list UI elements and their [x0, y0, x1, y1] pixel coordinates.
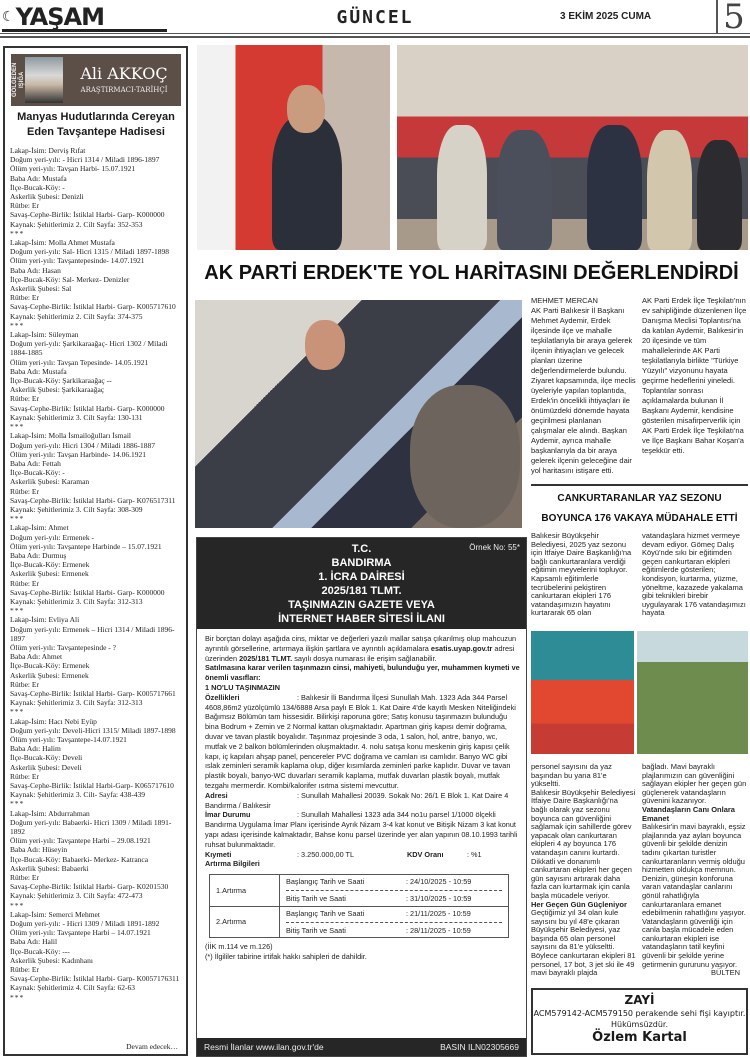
entry-line: İlçe-Bucak-Köy: Sal- Merkez- Denizler: [10, 274, 130, 284]
notice-body: ACM579142-ACM579150 perakende sehi fişi kayıptır. Hükümsüzdür.: [533, 1009, 746, 1029]
entry-line: Lakap-İsim: Süleyman: [10, 330, 79, 340]
entry-line: Baba Adı: Fettah: [10, 458, 61, 468]
entry-line: Savaş-Cephe-Birlik: İstiklal Harbi- Garp- K000000: [10, 403, 165, 413]
entry-separator: ***: [10, 799, 25, 809]
entry-line: Rütbe: Er: [10, 486, 39, 496]
entry-line: Doğum yeri-yılı: Develi-Hicri 1315/ Miladi 1897-1898: [10, 725, 176, 735]
value: : 28/11/2025 - 10:59: [406, 925, 471, 935]
entry-line: Lakap-İsim: Ahmet: [10, 523, 69, 533]
entry-line: Rütbe: Er: [10, 201, 39, 211]
auction-name: 1.Artırma: [210, 875, 280, 907]
entry-line: Doğum yeri-yılı: Şarkikaraağaç- Hicri 1302 / Miladi 1884-1885: [10, 339, 168, 358]
article-column: [642, 763, 748, 978]
value: : 24/10/2025 - 10:59: [406, 877, 472, 887]
article-body: [531, 296, 748, 476]
entry-line: Kaynak: Şehitlerimiz 3. Cilt Sayfa: 312-313: [10, 698, 143, 708]
notice-body: [205, 634, 521, 962]
entry-line: Doğum yeri-yılı: Babaerki- Hicri 1309 / Miladi 1891-1892: [10, 817, 172, 837]
entry-line: Askerlik Şubesi: Ermenek: [10, 670, 89, 680]
article-column: [531, 763, 636, 978]
entry-line: İlçe-Bucak-Köy: Develi: [10, 753, 83, 763]
entry-line: Kaynak: Şehitlerimiz 2. Cilt Sayfa: 374-375: [10, 311, 143, 321]
court-notice: [196, 537, 527, 1057]
entry-line: İlçe-Bucak-Köy: Şarkikaraağaç --: [10, 376, 112, 386]
entry-line: İlçe-Bucak-Köy: ---: [10, 946, 70, 956]
label: KDV Oranı: [407, 849, 444, 859]
entry-line: Kaynak: Şehitlerimiz 3. Cilt Sayfa: 472-473: [10, 891, 143, 901]
headline-line: BOYUNCA 176 VAKAYA MÜDAHALE ETTİ: [541, 513, 738, 524]
table-row: [210, 906, 509, 938]
entry-line: Baba Adı: Ahmet: [10, 652, 63, 662]
continued-note: Devam edecek…: [126, 1042, 178, 1051]
entry-line: Kaynak: Şehitlerimiz 4. Cilt Sayfa: 62-63: [10, 983, 135, 993]
auction-table: [209, 874, 509, 938]
paragraph: Balıkesir Büyükşehir Belediyesi İtfaiye Daire Başkanlığı'na bağlı olarak yaz sezonu boyunca can güvenliğini sağlamak için sahillerde görev yapacak olan cankurtaran ekipleri 4 ay boyunca 176 vatandaşın canını kurtardı. Dikkatli ve donanımlı cankurtaran ekipleri her geçen gün sayısını artırarak daha fazla can kurtarmak için canla başla mücadele veriyor.: [531, 787, 636, 900]
entry-line: Kaynak: Şehitlerimiz 2. Cilt Sayfa: 352-353: [10, 219, 143, 229]
entry-line: Ölüm yeri-yılı: Tavşantepe Harbi – 14.07.1921: [10, 928, 151, 938]
entry-line: Lakap-İsim: Semerci Mehmet: [10, 909, 100, 919]
entry-line: Lakap-İsim: Hacı Nebi Eyüp: [10, 716, 97, 726]
entry-separator: ***: [10, 900, 25, 910]
entry-line: Ölüm yeri-yılı: Tavşantepesinde - ?: [10, 642, 116, 652]
entry-line: İlçe-Bucak-Köy: Ermenek: [10, 661, 90, 671]
notice-title: ZAYİ: [624, 993, 655, 1007]
entry-line: Askerlik Şubesi: Babaerki: [10, 863, 89, 873]
entry-line: Savaş-Cephe-Birlik: İstiklal Harbi-Garp- K065717610: [10, 781, 174, 791]
value-row: [205, 850, 521, 860]
signature: BÜLTEN: [710, 968, 740, 978]
label: İmar Durumu: [205, 810, 251, 820]
entry-line: Savaş-Cephe-Birlik: İstiklal Harbi- Garp- K000000: [10, 210, 165, 220]
entry-line: Rütbe: Er: [10, 578, 39, 588]
issue-date: 3 EKİM 2025 CUMA: [560, 11, 652, 22]
entry-line: Askerlik Şubesi: Denizli: [10, 192, 84, 202]
article-ak-parti: [531, 296, 748, 476]
author-name: Ali AKKOÇ: [80, 64, 168, 83]
paragraph: Ziyaret kapsamında, ilçe meclis üyeleriyle yapılan toplantıda, Erdek'in öncelikli ihtiyaçları ile önümüzdeki dönemde hayata geçirilmesi planlanan çalışmalar ele alındı. Başkan Aydemir, ayrıca mahalle başkanlarıyla da bir araya gelerek ilçenin geleceğine dair yol haritasını istişare etti.: [531, 376, 636, 475]
label: Kıymeti: [205, 849, 232, 859]
divider: [531, 484, 748, 486]
entry-line: Kaynak: Şehitlerimiz 3. Cilt Sayfa: 308-309: [10, 504, 143, 514]
label: Başlangıç Tarih ve Saati: [286, 877, 365, 887]
notice-header: [197, 538, 526, 629]
lost-notice: [531, 988, 748, 1055]
photo-group: [397, 45, 748, 250]
photo-greeting: [195, 300, 522, 528]
header-line: TAŞINMAZIN GAZETE VEYA: [288, 599, 435, 611]
label: Adresi: [205, 790, 228, 800]
entry-line: Doğum yeri-yılı: Sal- Hicri 1315 / Miladi 1897-1898: [10, 247, 169, 257]
entry-line: Rütbe: Er: [10, 965, 39, 975]
file-number: 2025/181 TLMT.: [239, 653, 293, 663]
martyr-entry: [10, 523, 186, 615]
martyr-entry: [10, 910, 186, 1002]
cankurtaran-headline: [531, 489, 748, 529]
entry-line: Baba Adı: Hüseyin: [10, 845, 68, 855]
label: Başlangıç Tarih ve Saati: [286, 908, 365, 918]
value: : Sunullah Mahallesi 1323 ada 344 no1u parsel 1/1000 ölçekli Bandırma Uygulama İmar Planı içerisinde Ayrık Nizam 3-4 kat konut ve Bitişik Nizam 3 kat konut yapı adası içerisinde kalmaktadır, Bahse konu parsel üzerinde yer alan yapının 08.10.1993 tarihli ruhsat bulunmaktadır.: [205, 810, 518, 849]
label: Bitiş Tarih ve Saati: [286, 925, 346, 935]
crescent-star-icon: ☾: [2, 9, 14, 25]
author-role: ARAŞTIRMACI-TARİHÇİ: [80, 86, 168, 94]
entry-line: Ölüm yeri-yılı: Tavşan Harbinde- 14.06.1921: [10, 449, 146, 459]
entry-line: Lakap-İsim: Evliya Ali: [10, 615, 80, 625]
paragraph: [642, 822, 748, 978]
subheading: Her Geçen Gün Güçleniyor: [531, 899, 627, 909]
entry-line: Ölüm yeri-yılı: Tavşantepesinde- 14.07.1921: [10, 256, 145, 266]
entry-line: Kaynak: Şehitlerimiz 3. Cilt- Sayfa: 438-439: [10, 790, 145, 800]
entry-line: Savaş-Cephe-Birlik: İstiklal Harbi- Garp- K005717610: [10, 302, 176, 312]
text: adresi üzerinden: [205, 643, 515, 663]
header-line: T.C.: [351, 543, 372, 555]
main-headline: AK PARTİ ERDEK'TE YOL HARİTASINI DEĞERLENDİRDİ: [204, 262, 739, 284]
auction-dates: [280, 875, 509, 907]
entry-line: Doğum yeri-yılı: - Hicri 1314 / Miladi 1896-1897: [10, 155, 160, 165]
entry-line: Askerlik Şubesi: Sal: [10, 284, 72, 294]
entry-line: Savaş-Cephe-Birlik: İstiklal Harbi- Garp- K0057176311: [10, 974, 180, 984]
auction-name: 2.Artırma: [210, 906, 280, 938]
sample-number: Örnek No: 55*: [469, 543, 520, 552]
entry-line: Kaynak: Şehitlerimiz 3. Cilt Sayfa: 312-313: [10, 596, 143, 606]
entry-line: Baba Adı: Halim: [10, 744, 61, 754]
photo-speaker: [197, 45, 390, 250]
paragraph-text: Balıkesir'in mavi bayraklı, eşsiz plajlarında yaz ayları boyunca güvenli bir şekilde denizin tadını çıkartan turistler cankurtaranların vermiş olduğu hizmetten oldukça memnun. Denizin, güneşin konforuna varan vatandaşlar canlarını gönül rahatlığıyla cankurtaranlara emanet edebilmenin rahatlığını yaşıyor. Vatandaşların güvenliği için canla başla mücadele eden cankurtaran ekipleri ise vatandaşların tatil keyfini güvenli bir şekilde yerine getirmenin gururunu yaşıyor.: [642, 822, 746, 969]
entry-line: Askerlik Şubesi: Şarkikaraağaç: [10, 385, 105, 395]
value: : Balıkesir İli Bandırma İlçesi Sunullah Mah. 1323 Ada 344 Parsel 4608,86m2 yüzölçümlü 134/6888 Arsa paylı E Blok 1. Kat Daire 4'de kayıtlı Mesken Niteliğindeki Bağımsız Bölümün tam hissesidir. Bilirkişi raporuna göre; Satış konusu taşınmazın bulunduğu bina Bodrum + Zemin ve 2 Normal kattan oluşmaktadır. Apartman giriş kapısı demir doğrama, duvar ve tavan plastik boyalıdır. Taşınmaz projesinde 3 oda, 1 salon, hol, antre, banyo, wc, mutfak ve 2 balkon bölümlerinden oluşmaktadır. 4. nolu satışa konu meskenin giriş kapısı çelik kapı, iç kapıları ahşap panel, pencereler PVC doğrama ve camları ısı camlıdır. Banyo WC gibi ıslak zeminleri seramik kaplama olup, diğer kısımlarda zeminleri parke kaplıdır. Duvar ve tavan plastik boyalı, banyo-WC duvarları seramik kaplama, mutfak duvarları plastik boyalı, mutfak tezgahı mermerdir. Kombi/kalorifer ısıtma sistemi mevcuttur.: [205, 692, 516, 790]
headline-line: CANKURTARANLAR YAZ SEZONU: [557, 493, 722, 504]
paragraph: AK Parti Balıkesir İl Başkanı Mehmet Aydemir, Erdek ilçesinde ilçe ve mahalle teşkilatlarıyla bir araya gelerek ilçenin ihtiyaçları ve gelecek planları üzerine değerlendirmelerde bulundu.: [531, 306, 633, 375]
entry-line: Rütbe: Er: [10, 873, 39, 883]
entry-separator: ***: [10, 707, 25, 717]
martyr-entry: [10, 615, 186, 716]
entry-line: Lakap-İsim: Abdurrahman: [10, 808, 90, 818]
intro: [205, 634, 521, 663]
entry-separator: ***: [10, 606, 25, 616]
column-series: GÖLGEDEN IŞIĞA: [12, 62, 25, 98]
table-row: [210, 875, 509, 907]
value: : %1: [467, 849, 482, 859]
paragraph: AK Parti Erdek İlçe Teşkilatı'nın ev sahipliğinde düzenlenen İlçe Danışma Meclisi Toplantısı'na da katılan Aydemir, Balıkesir'in 20 ilçesinde ve tüm mahallelerinde AK Parti teşkilatlarıyla birlikte "Türkiye Yüzyılı" vizyonunu hayata geçirme hedeflerini yineledi.: [642, 296, 747, 385]
footnote: (*) İlgililer tabirine irtifak hakkı sahipleri de dahildir.: [205, 952, 367, 962]
label: Bitiş Tarih ve Saati: [286, 893, 346, 903]
paragraph: Toplantılar sonrası açıklamalarda bulunan İl Başkanı Aydemir, kendisine gösterilen misafirperverlik için AK Parti Erdek İlçe Teşkilatı'na ve İlçe Başkanı Bahar Koşan'a teşekkür etti.: [642, 386, 744, 455]
article-column: vatandaşlara hizmet vermeye devam ediyor. Gömeç Dalış Köyü'nde sıkı bir eğitimden geçen cankurtaran ekipleri eğitimlerde gösterilen; kondisyon, kurtarma, yüzme, yöneltme, kazazede yakalama gibi teknikleri birebir uygulayarak 176 vatandaşımızı hayata: [642, 531, 746, 618]
author-photo: [25, 57, 63, 103]
entry-line: Lakap-İsim: Molla Ahmet Mustafa: [10, 238, 115, 248]
entry-line: Ölüm yeri-yılı: Tavşan Tepesinde- 14.05.1921: [10, 357, 149, 367]
law-reference: (İİK m.114 ve m.126): [205, 942, 273, 952]
entry-line: Doğum yeri-yılı: Ermenek – Hicri 1314 / Miladi 1896-1897: [10, 624, 175, 643]
value: : Sunullah Mahallesi 20039. Sokak No: 26/1 E Blok 1. Kat Daire 4 Bandırma / Balıkesir: [205, 790, 509, 810]
masthead: [0, 0, 750, 40]
entries-list: [10, 146, 186, 1002]
entry-line: Doğum yeri-yılı: Hicri 1304 / Miladi 1886-1887: [10, 440, 155, 450]
entry-line: Baba Adı: Mustafa: [10, 173, 67, 183]
text: Bir borçtan dolayı aşağıda cins, miktar ve değerleri yazılı mallar satışa çıkarılmış olup mahcuzun ayrıntılı görsellerine, artırmaya ilişkin şartlara ve ayrıntılı açıklamalara: [205, 634, 517, 653]
entry-line: Savaş-Cephe-Birlik: İstiklal Harbi- Garp- K0201530: [10, 882, 169, 892]
martyr-entry: [10, 146, 186, 238]
entry-line: Rütbe: Er: [10, 679, 39, 689]
value: : 21/11/2025 - 10:59: [406, 908, 471, 918]
entry-line: Baba Adı: Durmuş: [10, 550, 67, 560]
column-title: Manyas Hudutlarında Cereyan Eden Tavşantepe Hadisesi: [17, 111, 175, 138]
entry-separator: ***: [10, 992, 25, 1002]
footer-right: BASIN ILN02305669: [440, 1042, 519, 1052]
text: sayılı dosya numarası ile erişim sağlanabilir.: [292, 653, 437, 663]
martyr-entry: [10, 238, 186, 330]
section-title: GÜNCEL: [336, 7, 414, 28]
entry-line: Doğum yeri-yılı: - Hicri 1309 / Miladi 1891-1892: [10, 919, 160, 929]
paragraph: bağladı. Mavi bayraklı plajlarımızın can güvenliğini sağlayan ekipler her geçen gün güçlenerek vatandaşların güvenini kazanıyor.: [642, 762, 747, 806]
notice-footer: [197, 1038, 526, 1056]
entry-line: Savaş-Cephe-Birlik: İstiklal Harbi- Garp- K005717661: [10, 688, 176, 698]
value: : 3.250.000,00 TL: [297, 849, 355, 859]
entry-line: Rütbe: Er: [10, 394, 39, 404]
header-line: 2025/181 TLMT.: [321, 585, 402, 597]
entry-line: Ölüm yeri-yılı: Tavşantepe Harbinde – 15.07.1921: [10, 541, 162, 551]
address: [205, 791, 521, 811]
author-banner: [11, 54, 181, 106]
auction-title: Artırma Bilgileri: [205, 859, 260, 869]
martyr-entry: [10, 330, 186, 431]
entry-separator: ***: [10, 514, 25, 524]
newspaper-logo: [2, 2, 167, 32]
header-line: 1. İCRA DAİRESİ: [318, 571, 405, 583]
entry-line: İlçe-Bucak-Köy: Ermenek: [10, 560, 90, 570]
subject: Satılmasına karar verilen taşınmazın cinsi, mahiyeti, bulunduğu yer, muhammen kıymeti ve önemli vasıfları:: [205, 663, 520, 683]
entry-line: Rütbe: Er: [10, 293, 39, 303]
site-link[interactable]: esatis.uyap.gov.tr: [430, 643, 493, 653]
logo-text: YAŞAM: [15, 3, 104, 31]
paragraph: Geçtiğimiz yıl 34 olan kule sayısını bu yıl 48'e çıkaran Büyükşehir Belediyesi, yaz başında 65 olan personel sayısını da 81'e yükseltti. Böylece cankurtaran ekipleri 81 personel, 17 bot, 3 jet ski ile 49 mavi bayraklı plajda: [531, 908, 636, 978]
entry-separator: ***: [10, 320, 25, 330]
entry-line: İlçe-Bucak-Köy: Babaerki- Merkez- Katranca: [10, 854, 149, 864]
photo-rescue-boat: [531, 631, 634, 754]
entry-separator: ***: [10, 422, 25, 432]
entry-line: Askerlik Şubesi: Karaman: [10, 477, 90, 487]
subheading: Vatandaşların Canı Onlara Emanet: [642, 804, 735, 823]
entry-line: Baba Adı: Halil: [10, 937, 58, 947]
entry-line: Lakap-İsim: Molla İsmailoğulları İsmail: [10, 431, 132, 441]
entry-line: Baba Adı: Mustafa: [10, 366, 67, 376]
paragraph: personel sayısını da yaz başından bu yana 81'e yükseltti.: [531, 762, 612, 789]
martyr-entry: [10, 431, 186, 523]
notice-name: Özlem Kartal: [592, 1030, 687, 1045]
header-rule: [0, 33, 750, 38]
value: : 31/10/2025 - 10:59: [406, 893, 472, 903]
martyr-entry: [10, 717, 186, 809]
article-column: Balıkesir Büyükşehir Belediyesi, 2025 yaz sezonu için İtfaiye Daire Başkanlığı'na bağlı cankurtaranlara verdiği eğitimin meyvelerini topluyor. Kapsamlı eğitimlerle tecrübelerini pekiştiren cankurtaran ekipleri 176 vatandaşımızın hayatını kurtararak 65 olan: [531, 531, 632, 618]
byline: MEHMET MERCAN: [531, 296, 598, 305]
entry-line: Ölüm yeri-yılı: Tavşantepe Harbi – 29.08.1921: [10, 836, 151, 846]
entry-line: İlçe-Bucak-Köy: -: [10, 182, 65, 192]
header-line: BANDIRMA: [331, 557, 392, 569]
entry-line: Doğum yeri-yılı: Ermenek -: [10, 532, 94, 542]
martyr-entry: [10, 809, 186, 910]
entry-line: Kaynak: Şehitlerimiz 3. Cilt Sayfa: 130-131: [10, 412, 143, 422]
entry-line: Askerlik Şubesi: Kadınhanı: [10, 955, 93, 965]
item-title: 1 NO'LU TAŞINMAZIN: [205, 682, 280, 692]
header-line: İNTERNET HABER SİTESİ İLANI: [278, 613, 445, 625]
entry-line: Savaş-Cephe-Birlik: İstiklal Harbi- Garp- K076517311: [10, 495, 176, 505]
entry-line: Savaş-Cephe-Birlik: İstiklal Harbi- Garp- K000000: [10, 587, 165, 597]
entry-line: Baba Adı: Hasan: [10, 265, 61, 275]
entry-line: Ölüm yeri-yılı: Tavşantepe-14.07.1921: [10, 735, 127, 744]
entry-line: Askerlik Şubesi: Ermenek: [10, 569, 89, 579]
entry-line: Rütbe: Er: [10, 771, 39, 781]
zoning: [205, 810, 521, 849]
features: [205, 693, 521, 791]
page-number: 5: [716, 0, 750, 33]
auction-dates: [280, 906, 509, 938]
label: Özellikleri: [205, 692, 240, 702]
entry-separator: ***: [10, 228, 25, 238]
entry-line: Ölüm yeri-yılı: Tavşan Harbi- 15.07.1921: [10, 164, 136, 174]
history-column: [3, 46, 188, 1056]
photo-first-aid: [637, 631, 748, 754]
entry-line: İlçe-Bucak-Köy: -: [10, 468, 65, 478]
entry-line: Lakap-İsim: Derviş Rıfat: [10, 146, 86, 155]
entry-line: Askerlik Şubesi: Develi: [10, 762, 82, 772]
footer-left: Resmi İlanlar www.ilan.gov.tr'de: [204, 1042, 324, 1052]
